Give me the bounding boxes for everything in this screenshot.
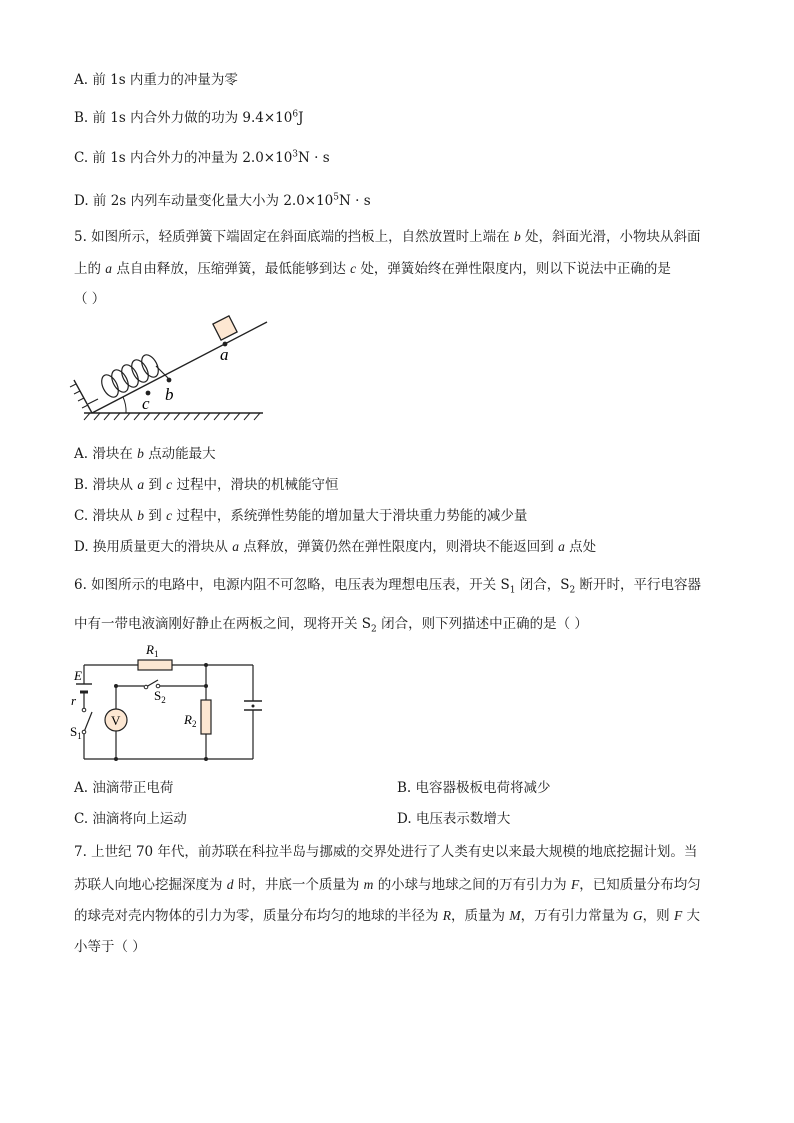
label-s2: $S_2$ [154, 688, 166, 705]
q7-stem-line2: 苏联人向地心挖掘深度为 d 时，井底一个质量为 m 的小球与地球之间的万有引力为 F，已知质量分布均匀 [74, 877, 701, 893]
label-b: b [165, 385, 174, 404]
q5-incline-figure [68, 312, 278, 430]
q5-stem-line1: 5. 如图所示，轻质弹簧下端固定在斜面底端的挡板上，自然放置时上端在 b 处，斜面光滑，小物块从斜面 [74, 229, 701, 245]
q6-option-c: C. 油滴将向上运动 [74, 811, 187, 827]
q6-option-d: D. 电压表示数增大 [397, 811, 511, 827]
q6-option-a: A. 油滴带正电荷 [74, 780, 174, 796]
q5-option-d: D. 换用质量更大的滑块从 a 点释放，弹簧仍然在弹性限度内，则滑块不能返回到 a 点处 [74, 539, 597, 555]
q5-stem-line2: 上的 a 点自由释放，压缩弹簧，最低能够到达 c 处，弹簧始终在弹性限度内，则以下说法中正确的是 [74, 261, 671, 277]
svg-text:V: V [111, 713, 121, 728]
label-c: c [142, 394, 150, 413]
q4-option-c: C. 前 1s 内合外力的冲量为 $2.0\times 10^3N \cdot s$ [74, 149, 330, 166]
q4-option-a: A. 前 1s 内重力的冲量为零 [74, 72, 238, 88]
q5-option-b: B. 滑块从 a 到 c 过程中，滑块的机械能守恒 [74, 477, 339, 493]
q4-option-b: B. 前 1s 内合外力做的功为 $9.4\times 10^6J$ [74, 109, 304, 126]
resistor-r2 [201, 700, 211, 734]
q5-answer-bracket: （ ） [74, 291, 106, 307]
label-r1: $R_1$ [146, 642, 159, 659]
q5-option-c: C. 滑块从 b 到 c 过程中，系统弹性势能的增加量大于滑块重力势能的减少量 [74, 508, 528, 524]
q4-option-d: D. 前 2s 内列车动量变化量大小为 $2.0\times 10^5N \cdot s$ [74, 192, 371, 209]
label-r2: $R_2$ [184, 712, 197, 729]
slider-block [213, 316, 237, 340]
q6-circuit-figure [66, 640, 266, 768]
label-a: a [220, 345, 229, 364]
q6-stem-line2: 中有一带电液滴刚好静止在两板之间，现将开关 $S_2$ 闭合，则下列描述中正确的是（ ） [74, 616, 588, 635]
q6-option-b: B. 电容器极板电荷将减少 [397, 780, 551, 796]
q6-stem-line1: 6. 如图所示的电路中，电源内阻不可忽略，电压表为理想电压表，开关 $S_1$ 闭合，$S_2$ 断开时，平行电容器 [74, 577, 702, 596]
label-r: r [71, 693, 77, 708]
q7-stem-line3: 的球壳对壳内物体的引力为零，质量分布均匀的地球的半径为 R，质量为 M，万有引力常量为 G，则 F 大 [74, 908, 700, 924]
point-b [167, 378, 172, 383]
label-e: E [74, 668, 82, 683]
resistor-r1 [138, 660, 172, 670]
q7-stem-line1: 7. 上世纪 70 年代，前苏联在科拉半岛与挪威的交界处进行了人类有史以来最大规模的地底挖掘计划。当 [74, 844, 698, 860]
q7-stem-line4: 小等于（ ） [74, 939, 146, 955]
q5-option-a: A. 滑块在 b 点动能最大 [74, 446, 216, 462]
label-s1: $S_1$ [70, 724, 82, 741]
